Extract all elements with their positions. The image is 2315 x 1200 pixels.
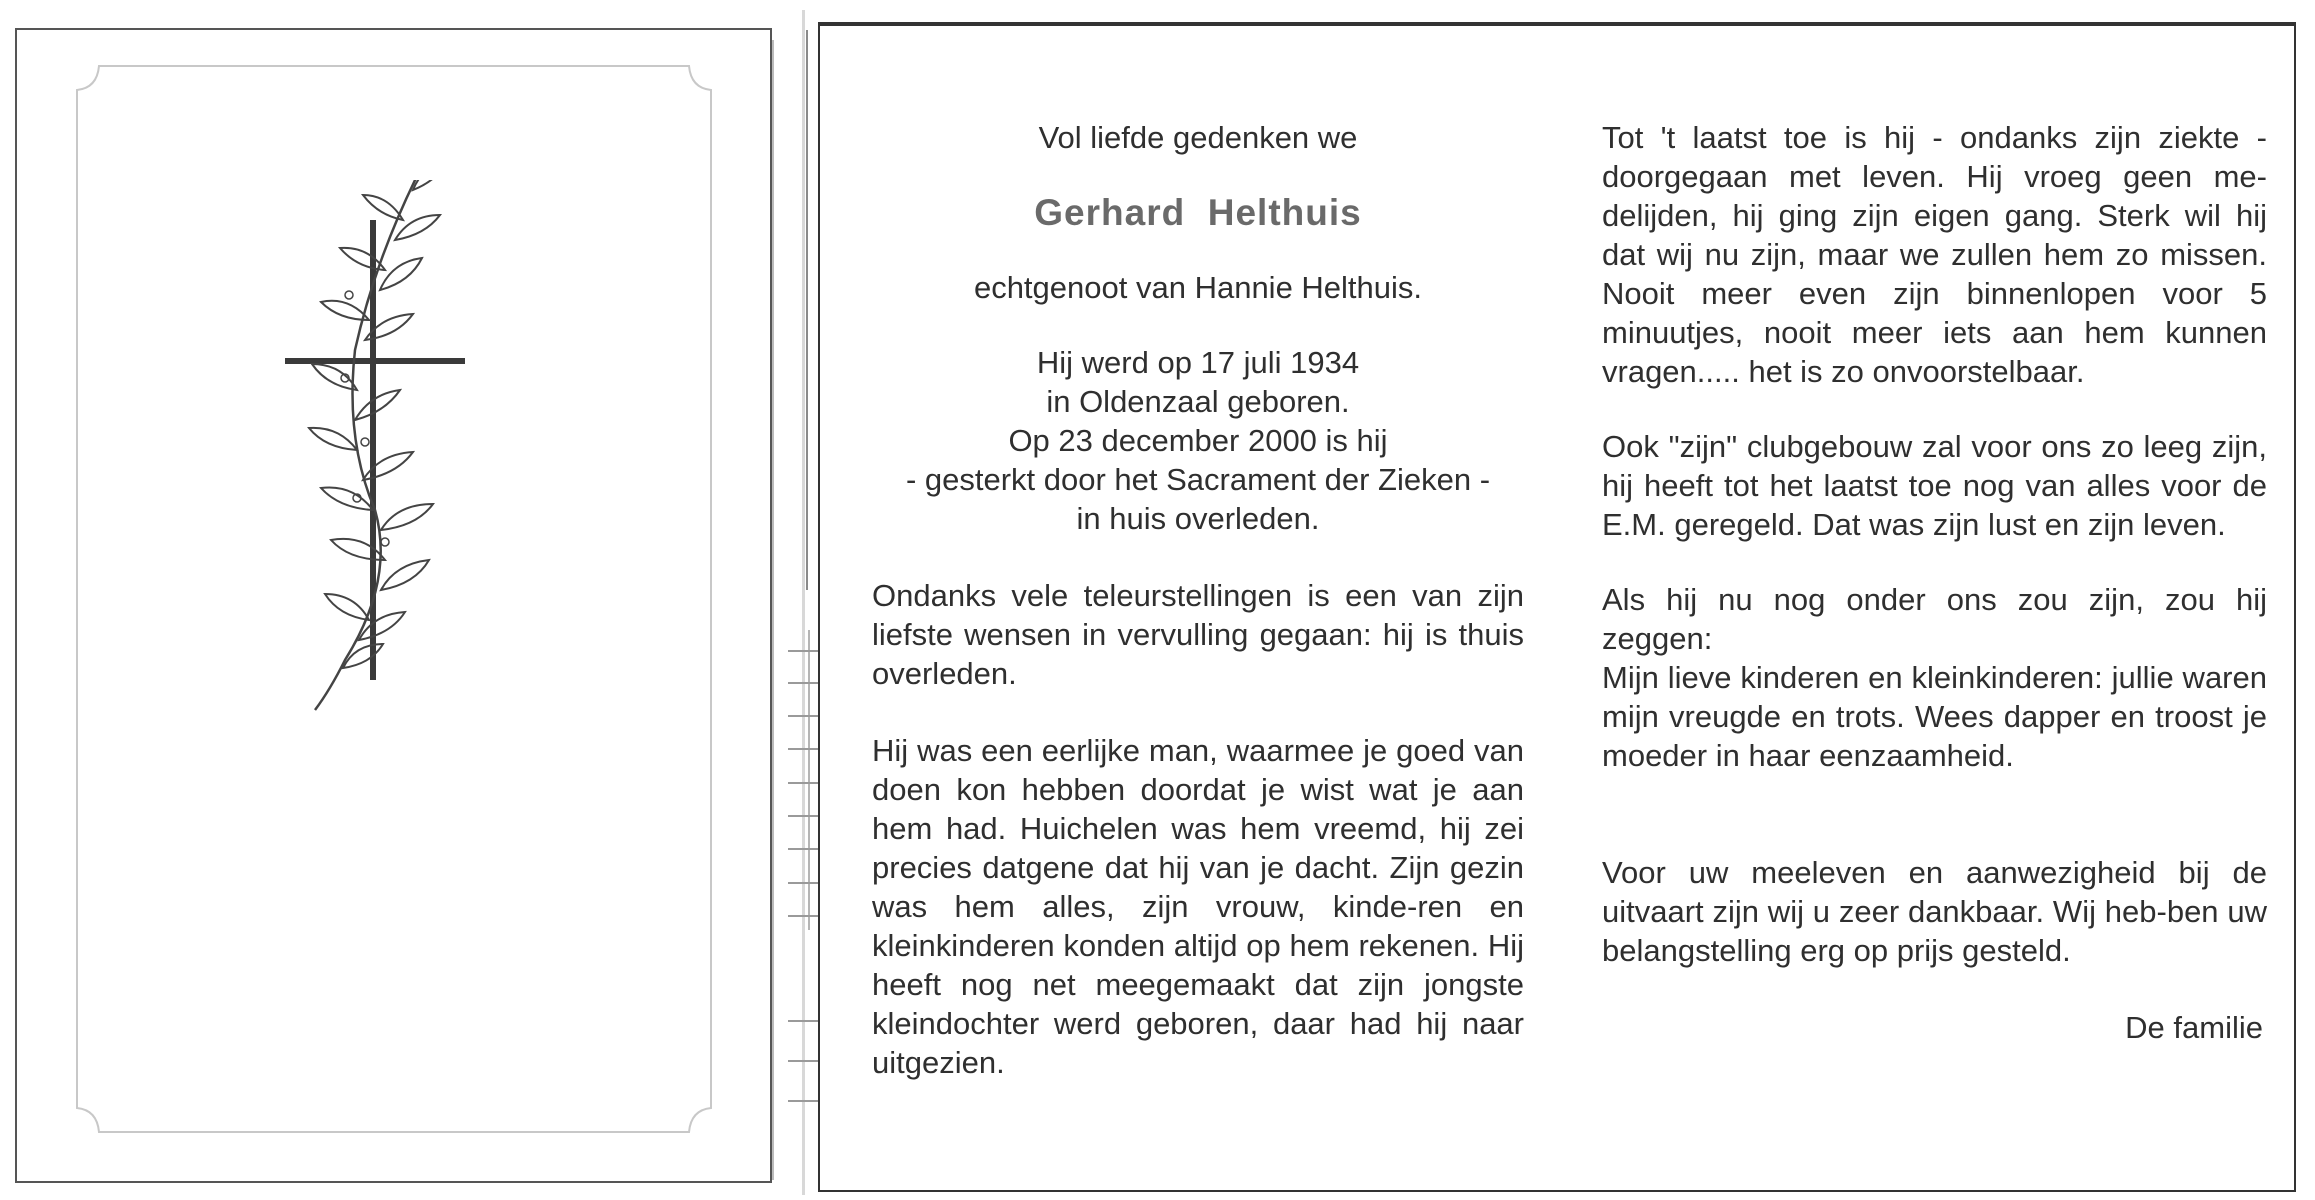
paragraph-thanks: Voor uw meeleven en aanwezigheid bij de uitvaart zijn wij u zeer dankbaar. Wij heb-ben uw belangstelling erg op prijs gesteld. bbox=[1602, 855, 2267, 968]
birth-line-1: Hij werd op 17 juli 1934 bbox=[1036, 345, 1360, 380]
message-quote: Mijn lieve kinderen en kleinkinderen: jullie waren mijn vreugde en trots. Wees dapper en troost je moeder in haar eenzaamheid. bbox=[1602, 660, 2267, 773]
paragraph-living: Tot 't laatst toe is hij - ondanks zijn ziekte - doorgegaan met leven. Hij vroeg geen me-delijden, hij ging zijn eigen gang. Sterk wil hij dat wij nu zijn, maar we zullen hem zo missen. Nooit meer even zijn binnenlopen voor 5 minuutjes, nooit meer iets aan hem kunnen vragen..... het is zo onvoorstelbaar. bbox=[1602, 120, 2267, 389]
inner-text-card bbox=[818, 22, 2296, 1192]
paragraph-character: Hij was een eerlijke man, waarmee je goed van doen kon hebben doordat je wist wat je aan hem had. Huichelen was hem vreemd, hij zei precies datgene dat hij van je dacht. Zijn gezin was hem alles, zijn vrouw, kinde-ren en kleinkinderen konden altijd op hem rekenen. Hij heeft nog net meegemaakt dat zijn jongste kleindochter werd geboren, daar had hij naar uitgezien. bbox=[872, 733, 1524, 1080]
paragraph-clubhouse: Ook "zijn" clubgebouw zal voor ons zo leeg zijn, hij heeft tot het laatst toe nog van alles voor de E.M. geregeld. Dat was zijn lust en zijn leven. bbox=[1602, 429, 2267, 542]
death-line-1: Op 23 december 2000 is hij bbox=[1008, 423, 1388, 458]
cross-with-olive-branch-icon bbox=[285, 180, 525, 720]
spouse-line: echtgenoot van Hannie Helthuis. bbox=[973, 270, 1423, 305]
left-text-column bbox=[872, 118, 1524, 1082]
front-cover-card bbox=[15, 28, 772, 1183]
signature: De familie bbox=[2125, 1010, 2263, 1045]
paragraph-wishes: Ondanks vele teleurstellingen is een van zijn liefste wensen in vervulling gegaan: hij is thuis overleden. bbox=[872, 578, 1524, 691]
message-intro: Als hij nu nog onder ons zou zijn, zou hij zeggen: bbox=[1602, 582, 2267, 656]
paragraph-message bbox=[1602, 580, 2267, 775]
death-line-2: - gesterkt door het Sacrament der Zieken - bbox=[905, 462, 1491, 497]
right-text-column bbox=[1602, 118, 2267, 1047]
card-edge-shadow bbox=[760, 40, 774, 1180]
birth-death-block bbox=[872, 343, 1524, 538]
birth-line-2: in Oldenzaal geboren. bbox=[1046, 384, 1350, 419]
deceased-name: Gerhard Helthuis bbox=[1034, 192, 1362, 233]
death-line-3: in huis overleden. bbox=[1076, 501, 1320, 536]
intro-line: Vol liefde gedenken we bbox=[1038, 120, 1358, 155]
